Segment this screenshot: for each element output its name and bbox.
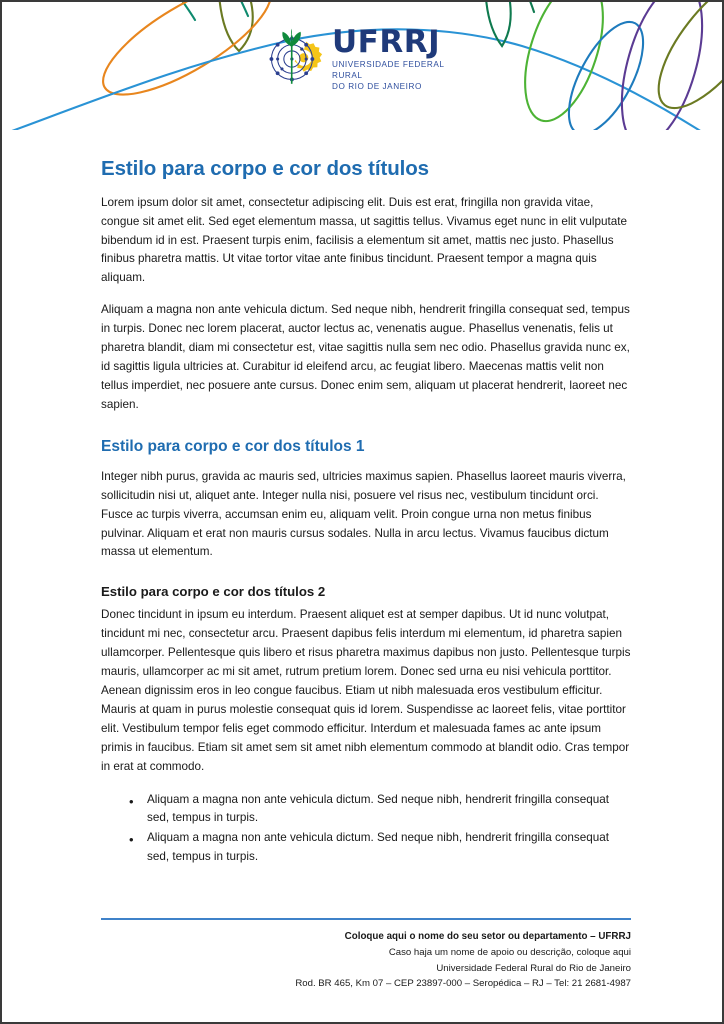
- footer-divider: [101, 918, 631, 920]
- leaf-darkgreen-right: [485, 2, 510, 46]
- ufrrj-emblem-icon: [264, 28, 326, 90]
- leaf-teal-sliver-left2: [162, 2, 195, 20]
- list-item: [129, 829, 631, 867]
- bullet-list: [101, 791, 631, 868]
- footer-text-block: [101, 929, 631, 992]
- section-heading-1: Estilo para corpo e cor dos títulos 1: [101, 438, 365, 456]
- leaf-orange-left: [88, 2, 286, 115]
- paragraph-2: Aliquam a magna non ante vehicula dictum. Sed neque nibh, hendrerit fringilla consequat sed, tempus in turpis. Donec nec lorem placerat, auctor lectus ac, venenatis augue. Phasellus venenatis, felis ut pharetra blandit, diam mi consectetur est, vitae sagittis nulla sem nec odio. Phasellus gravida nunc ex, id sagittis ligula ultricies at. Curabitur id eleifend arcu, ac feugiat libero. Maecenas mattis velit non tellus imperdiet, nec posuere ante cursus. Donec enim sem, aliquam ut placerat hendrerit, laoreet nec sapien.: [101, 303, 630, 412]
- leaf-darkgreen-sliver: [508, 2, 534, 12]
- logo-subtitle-line-1: UNIVERSIDADE FEDERAL RURAL: [332, 60, 445, 81]
- footer-line-description: Caso haja um nome de apoio ou descrição, coloque aqui: [388, 946, 631, 958]
- list-item: [129, 791, 631, 829]
- logo-subtitle: [332, 60, 474, 92]
- logo-subtitle-line-2: DO RIO DE JANEIRO: [332, 81, 422, 91]
- logo-wordmark: [332, 25, 474, 92]
- bullet-icon: •: [129, 832, 134, 848]
- section-heading-2: Estilo para corpo e cor dos títulos 2: [101, 584, 326, 600]
- document-content: [101, 157, 631, 868]
- list-item-text: Aliquam a magna non ante vehicula dictum. Sed neque nibh, hendrerit fringilla consequat sed, tempus in turpis.: [147, 792, 609, 825]
- ufrrj-logo: [264, 24, 474, 91]
- leaf-green-right: [510, 2, 619, 130]
- document-footer: [101, 918, 631, 992]
- logo-acronym: UFRRJ: [332, 24, 441, 61]
- page-title: Estilo para corpo e cor dos títulos: [101, 157, 429, 180]
- bullet-icon: •: [129, 793, 134, 809]
- leaf-teal-sliver-left: [224, 2, 248, 16]
- footer-line-department: Coloque aqui o nome do seu setor ou departamento – UFRRJ: [344, 931, 631, 942]
- leaf-olive-right: [640, 2, 722, 125]
- leaf-blue-right: [554, 11, 658, 130]
- list-item-text: Aliquam a magna non ante vehicula dictum. Sed neque nibh, hendrerit fringilla consequat sed, tempus in turpis.: [147, 831, 609, 864]
- footer-line-address: Rod. BR 465, Km 07 – CEP 23897-000 – Seropédica – RJ – Tel: 21 2681-4987: [295, 978, 631, 990]
- footer-line-university: Universidade Federal Rural do Rio de Janeiro: [436, 962, 631, 974]
- paragraph-4: Donec tincidunt in ipsum eu interdum. Praesent aliquet est at semper dapibus. Ut id nunc volutpat, tincidunt mi nec, consectetur arcu. Praesent dapibus felis interdum mi elementum, id pharetra sapien ullamcorper. Pellentesque quis libero et risus pharetra maximus dapibus non justo. Pellentesque turpis mauris, ullamcorper ac mi sit amet, rutrum pretium lorem. Donec sed urna eu nisi vehicula porttitor. Aenean dignissim eros in leo congue faucibus. Etiam ut nibh malesuada eros vestibulum efficitur. Mauris at quam in purus molestie consequat quis id lorem. Suspendisse ac laoreet felis, vitae porttitor elit. Vestibulum tempor felis eget commodo efficitur. Interdum et malesuada fames ac ante ipsum primis in faucibus. Etiam sit amet sem sit amet nibh elementum commodo at blandit odio. Cras tempor in erat at commodo.: [101, 607, 631, 773]
- leaf-purple-right: [606, 2, 718, 130]
- paragraph-3: Integer nibh purus, gravida ac mauris sed, ultricies maximus sapien. Phasellus laoreet mauris viverra, sollicitudin nisi ut, aliquet ante. Integer nulla nisi, posuere vel risus nec, vestibulum tincidunt orci. Fusce ac turpis viverra, accumsan enim eu, aliquam velit. Proin congue urna non metus finibus pulvinar. Aliquam et erat non mauris cursus sodales. Nulla in arcu lectus. Vivamus faucibus dictum massa ut elementum.: [101, 469, 626, 559]
- paragraph-1: Lorem ipsum dolor sit amet, consectetur adipiscing elit. Duis est erat, fringilla non gravida vitae, congue sit amet elit. Sed eget elementum massa, ut sagittis tellus. Vivamus eget nunc in elit vulputate bibendum id in est. Praesent turpis enim, facilisis a elementum sit amet, mattis nec justo. Phasellus finibus pharetra mattis. Ut vitae tortor vitae ante finibus tincidunt. Praesent tempor a magna quis aliquam.: [101, 195, 628, 285]
